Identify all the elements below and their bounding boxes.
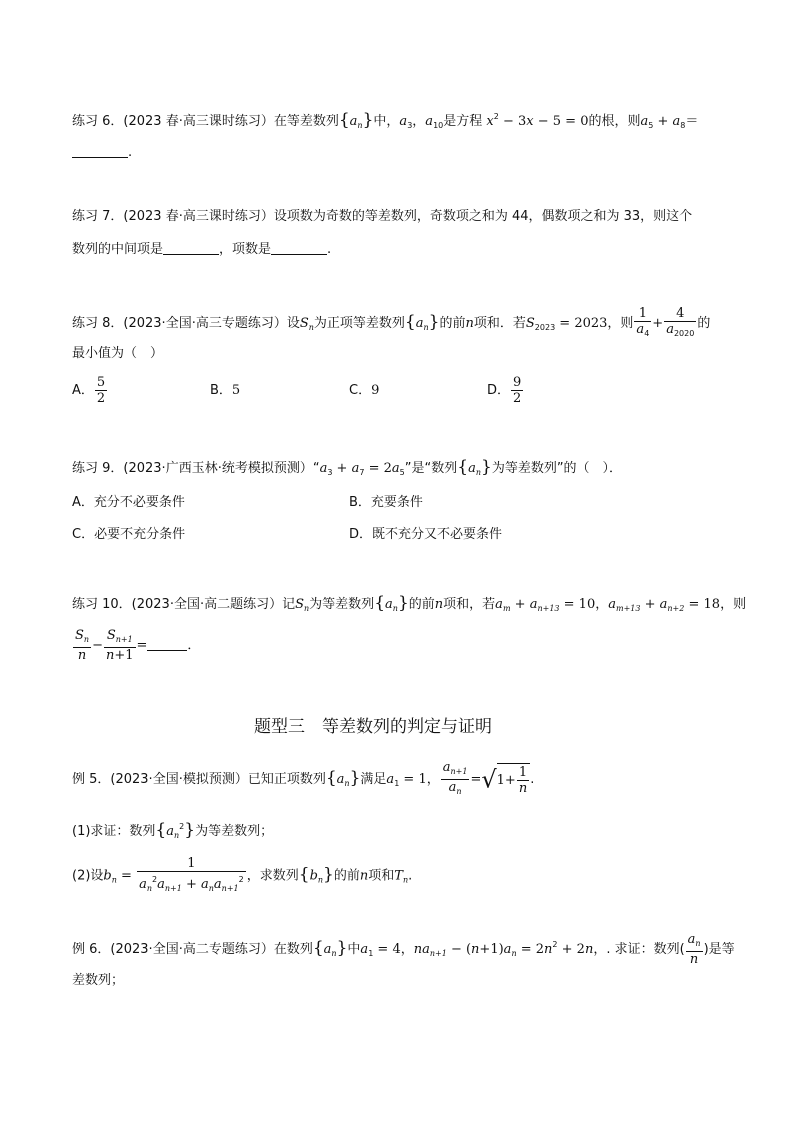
exercise-6-line1: 练习 6．(2023 春·高三课时练习）在等差数列$\{a_n\}$中，$a_3$，$a_{10}$是方程 $x^2 - 3x - 5 = 0$的根，则$a_5 + a_8=$	[72, 110, 699, 130]
answer-blank-middle-term[interactable]	[163, 242, 219, 255]
example-5-line1: 例 5．(2023·全国·模拟预测）已知正项数列$\{a_n\}$满足$a_1 = 1$， $\frac{a_{n+1}}{a_n}$ =√1+ $\frac{1}{n}$ .	[72, 760, 535, 796]
example-6-line1: 例 6．(2023·全国·高二专题练习）在数列$\{a_n\}$中$a_1 = 4$，$na_{n+1} - (n+1)a_n = 2n^2 + 2n$，. 求证：数列( $\frac{a_n}{n}$ )是等	[72, 932, 735, 967]
example-5-q2: (2)设$b_n$ = $\frac{1}{a_n^2a_{n+1} + a_na_{n+1}^2}$ ，求数列$\{b_n\}$的前n项和$T_n$.	[72, 856, 413, 893]
exercise-6-line2: .	[72, 144, 132, 162]
exercise-7-line2: 数列的中间项是 ，项数是 .	[72, 242, 332, 257]
exercise-8-line1: 练习 8．(2023·全国·高三专题练习）设$S_n$为正项等差数列$\{a_n\}$的前n项和．若$S_{2023} = 2023$，则 $\frac{1}{a_4}$ + $\frac{4}{a_{2020}}$ 的	[72, 306, 711, 338]
answer-blank[interactable]	[72, 145, 128, 158]
option-d[interactable]: D． $\frac{9}{2}$	[487, 375, 522, 406]
option-b[interactable]: B．充要条件	[349, 495, 423, 510]
exercise-10-line2: $\frac{S_n}{n}$ − $\frac{S_{n+1}}{n+1}$ = ．	[75, 628, 201, 663]
answer-blank[interactable]	[147, 638, 187, 651]
exercise-10-line1: 练习 10．(2023·全国·高二题练习）记$S_n$为等差数列$\{a_n\}$的前n项和，若$a_m + a_{n+13} = 10$，$a_{m+13} + a_{n+2} = 18$，则	[72, 593, 747, 613]
option-b[interactable]: B．5	[210, 383, 241, 398]
example-6-line2: 差数列；	[72, 973, 125, 988]
option-d[interactable]: D．既不充分又不必要条件	[349, 527, 503, 542]
exercise-7-line1: 练习 7．(2023 春·高三课时练习）设项数为奇数的等差数列，奇数项之和为 44，偶数项之和为 33，则这个	[72, 209, 693, 224]
exercise-8-line2: 最小值为（ ）	[72, 346, 164, 361]
option-c[interactable]: C．必要不充分条件	[72, 527, 186, 542]
exercise-6-label: 练习 6．(2023 春·高三课时练习）在等差数列	[72, 114, 339, 129]
example-5-q1: (1)求证：数列$\{a_n^2\}$为等差数列；	[72, 820, 274, 840]
answer-blank-term-count[interactable]	[271, 242, 327, 255]
option-a[interactable]: A． $\frac{5}{2}$	[72, 375, 106, 406]
section-title: 题型三 等差数列的判定与证明	[254, 717, 492, 737]
exercise-9-line1: 练习 9．(2023·广西玉林·统考模拟预测）“$a_3 + a_7 = 2a_5$”是“数列$\{a_n\}$为等差数列”的（ ）．	[72, 457, 623, 477]
option-a[interactable]: A．充分不必要条件	[72, 495, 185, 510]
option-c[interactable]: C．9	[349, 383, 380, 398]
